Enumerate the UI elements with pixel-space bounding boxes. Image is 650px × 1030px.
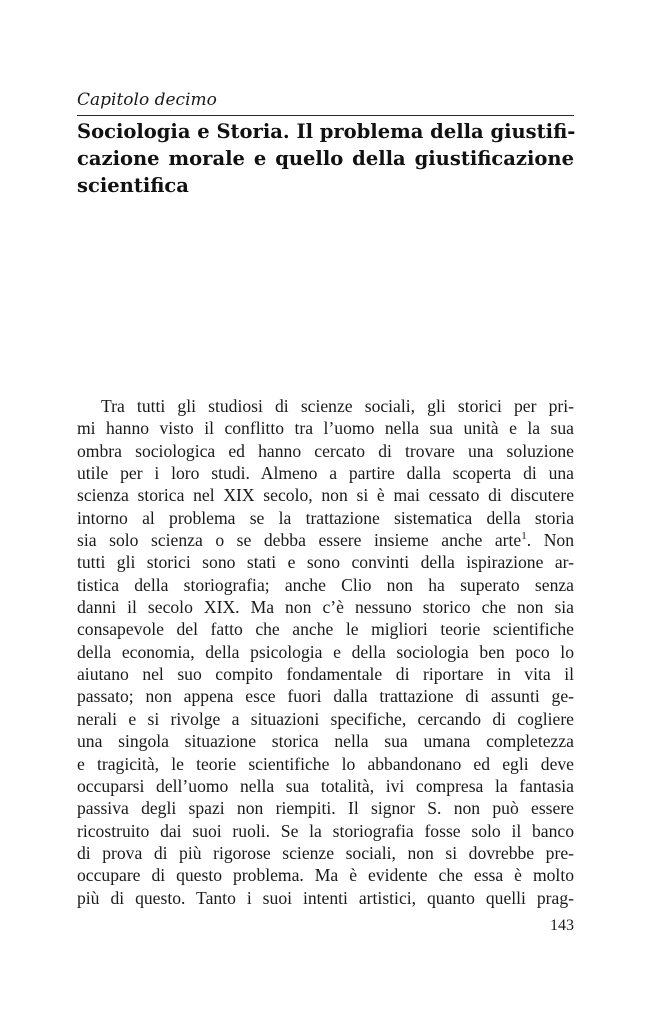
text-line: scienza storica nel XIX secolo, non si è mai cessato di discutere	[77, 485, 574, 506]
text-line: danni il secolo XIX. Ma non c’è nessuno storico che non sia	[77, 597, 574, 618]
text-line	[77, 529, 574, 551]
text-line: ombra sociologica ed hanno cercato di trovare una soluzione	[77, 440, 574, 461]
text-line: nerali e si rivolge a situazioni specifiche, cercando di cogliere	[77, 708, 574, 729]
text-line: occupare di questo problema. Ma è evidente che essa è molto	[77, 865, 574, 886]
text-line: tutti gli storici sono stati e sono convinti della ispirazione ar-	[77, 552, 574, 573]
text-line: passato; non appena esce fuori dalla trattazione di assunti ge-	[77, 686, 574, 707]
text-line: e tragicità, le teorie scientifiche lo abbandonano ed egli deve	[77, 753, 574, 774]
text-line-segment: sia solo scienza o se debba essere insieme anche arte	[77, 530, 522, 551]
text-line-segment: . Non	[526, 530, 574, 551]
text-line: della economia, della psicologia e della sociologia ben poco lo	[77, 641, 574, 662]
footnote-reference[interactable]: 1	[521, 530, 527, 543]
chapter-title-line: Sociologia e Storia. Il problema della giustifi-	[77, 120, 576, 143]
text-line: di prova di più rigorose scienze sociali, non si dovrebbe pre-	[77, 842, 574, 863]
text-line: una singola situazione storica nella sua umana completezza	[77, 731, 574, 752]
text-line: più di questo. Tanto i suoi intenti artistici, quanto quelli prag-	[77, 887, 574, 908]
chapter-title-line: scientifica	[77, 174, 189, 197]
text-line: consapevole del fatto che anche le migliori teorie scientifiche	[77, 619, 574, 640]
chapter-title	[77, 118, 574, 199]
text-line: tistica della storiografia; anche Clio non ha superato senza	[77, 574, 574, 595]
page-number: 143	[550, 917, 574, 934]
text-line: intorno al problema se la trattazione sistematica della storia	[77, 507, 574, 528]
body-paragraph	[77, 395, 574, 909]
text-line: Tra tutti gli studiosi di scienze sociali, gli storici per pri-	[101, 396, 574, 416]
text-line: utile per i loro studi. Almeno a partire dalla scoperta di una	[77, 463, 574, 484]
text-line: passiva degli spazi non riempiti. Il signor S. non può essere	[77, 798, 574, 819]
chapter-title-line: cazione morale e quello della giustificazione	[77, 147, 574, 170]
text-line: mi hanno visto il conflitto tra l’uomo nella sua unità e la sua	[77, 418, 574, 439]
text-line: ricostruito dai suoi ruoli. Se la storiografia fosse solo il banco	[77, 820, 574, 841]
title-divider	[77, 115, 574, 116]
chapter-label: Capitolo decimo	[77, 90, 217, 110]
text-line: occuparsi dell’uomo nella sua totalità, ivi compresa la fantasia	[77, 775, 574, 796]
text-line: aiutano nel suo compito fondamentale di riportare in vita il	[77, 664, 574, 685]
